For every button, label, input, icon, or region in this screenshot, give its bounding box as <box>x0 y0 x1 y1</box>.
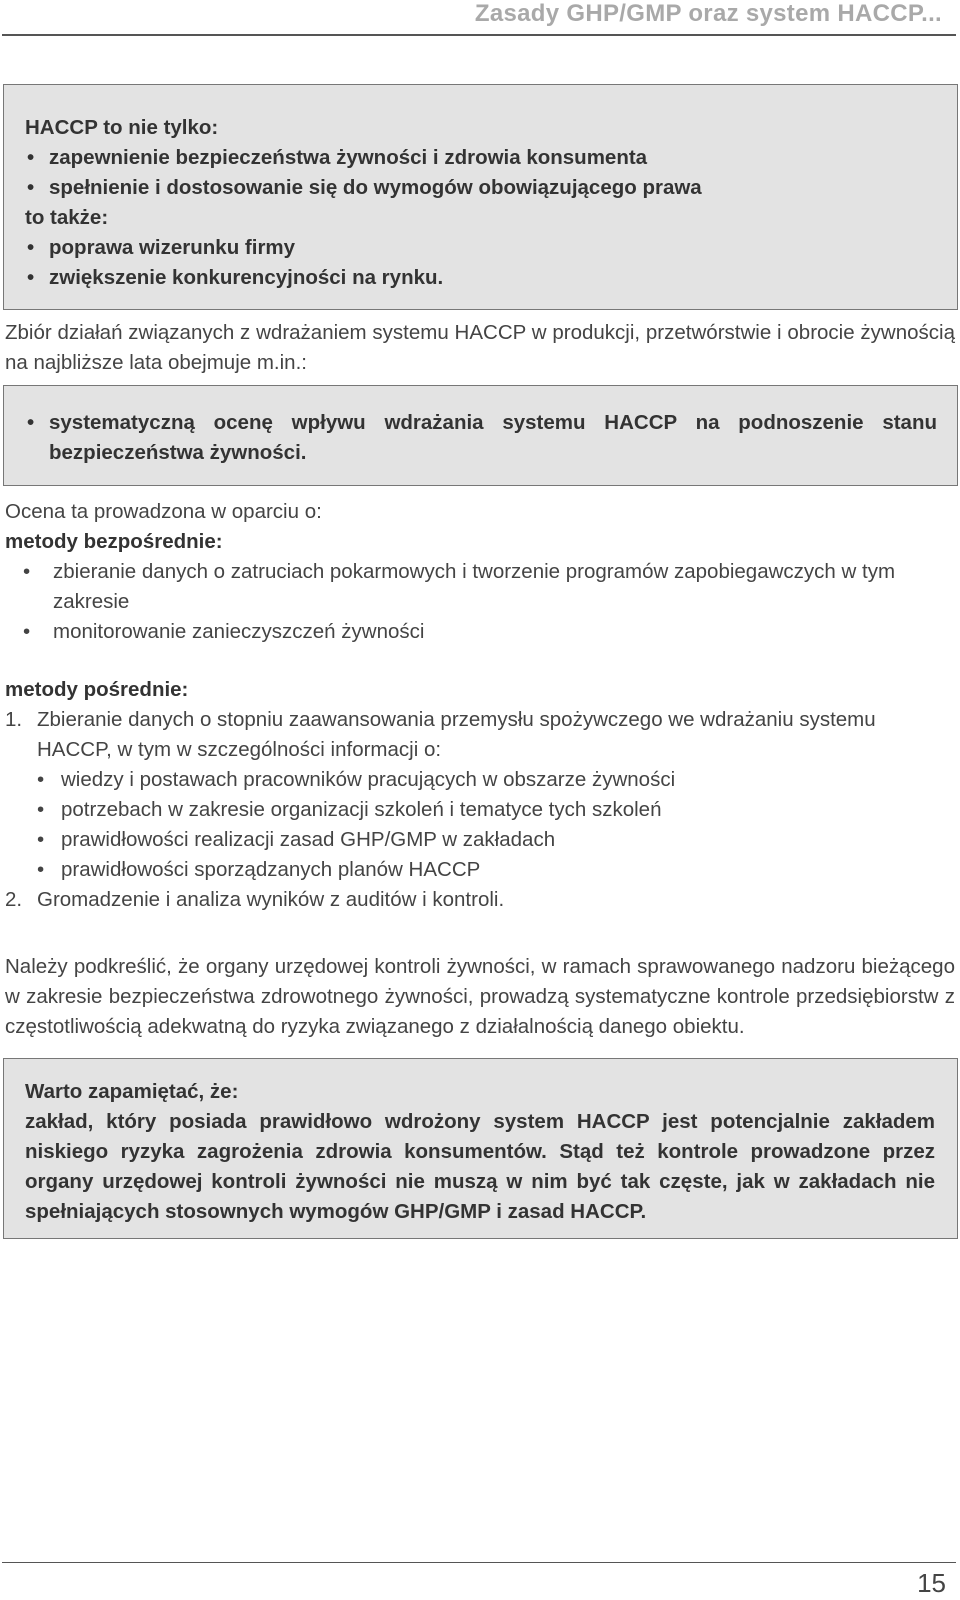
list-item: • spełnienie i dostosowanie się do wymogów obowiązującego prawa <box>25 173 937 203</box>
bullet-icon: • <box>27 266 35 289</box>
bullet-icon: • <box>27 176 35 199</box>
list-item: • zbieranie danych o zatruciach pokarmowych i tworzenie programów zapobiegawczych w tym zakresie <box>5 557 955 617</box>
item-number: 2. <box>5 888 23 911</box>
intro-paragraph: Zbiór działań związanych z wdrażaniem systemu HACCP w produkcji, przetwórstwie i obrocie żywnością na najbliższe lata obejmuje m.in.: <box>5 321 955 374</box>
list-item: • poprawa wizerunku firmy <box>25 233 937 263</box>
list-item: • potrzebach w zakresie organizacji szkoleń i tematyce tych szkoleń <box>5 795 955 825</box>
item-number: 1. <box>5 708 23 731</box>
bullet-icon: • <box>27 146 35 169</box>
haccp-benefits-box <box>3 84 958 310</box>
list-item: • wiedzy i postawach pracowników pracujących w obszarze żywności <box>5 765 955 795</box>
bullet-icon: • <box>37 798 45 821</box>
header-divider <box>2 34 956 36</box>
direct-methods-heading: metody bezpośrednie: <box>5 530 223 553</box>
list-item: • prawidłowości sporządzanych planów HACCP <box>5 855 955 885</box>
assessment-lead: Ocena ta prowadzona w oparciu o: <box>5 500 322 523</box>
assessment-section <box>5 497 955 915</box>
assessment-box <box>3 385 958 486</box>
box-text: zakład, który posiada prawidłowo wdrożony system HACCP jest potencjalnie zakładem niskiego ryzyka zagrożenia zdrowia konsumentów. Stąd też kontrole prowadzone przez organy urzędowej kontroli żywności nie muszą w nim być tak częste, jak w zakładach nie spełniających stosownych wymogów GHP/GMP i zasad HACCP. <box>25 1110 935 1223</box>
bullet-icon: • <box>37 768 45 791</box>
bullet-icon: • <box>27 236 35 259</box>
list-item: • monitorowanie zanieczyszczeń żywności <box>5 617 955 647</box>
running-header-title: Zasady GHP/GMP oraz system HACCP... <box>474 0 942 27</box>
indirect-methods-heading: metody pośrednie: <box>5 678 189 701</box>
bullet-icon: • <box>37 828 45 851</box>
list-item: • prawidłowości realizacji zasad GHP/GMP w zakładach <box>5 825 955 855</box>
bullet-icon: • <box>23 560 31 583</box>
remember-box <box>3 1058 958 1239</box>
box-subheading: to także: <box>25 206 109 229</box>
list-item: • systematyczną ocenę wpływu wdrażania systemu HACCP na podnoszenie stanu bezpieczeństwa żywności. <box>25 408 937 468</box>
list-item: • zwiększenie konkurencyjności na rynku. <box>25 263 937 293</box>
box-heading: Warto zapamiętać, że: <box>25 1080 239 1103</box>
numbered-item: 2. Gromadzenie i analiza wyników z auditów i kontroli. <box>5 885 955 915</box>
box-heading: HACCP to nie tylko: <box>25 116 219 139</box>
bullet-icon: • <box>23 620 31 643</box>
footer-divider <box>2 1562 956 1563</box>
bullet-icon: • <box>37 858 45 881</box>
page-number: 15 <box>917 1568 946 1598</box>
numbered-item: 1. Zbieranie danych o stopniu zaawansowania przemysłu spożywczego we wdrażaniu systemu HACCP, w tym w szczególności informacji o: <box>5 705 955 765</box>
list-item: • zapewnienie bezpieczeństwa żywności i zdrowia konsumenta <box>25 143 937 173</box>
note-paragraph: Należy podkreślić, że organy urzędowej kontroli żywności, w ramach sprawowanego nadzoru bieżącego w zakresie bezpieczeństwa zdrowotnego żywności, prowadzą systematyczne kontrole przedsiębiorstw z częstotliwością adekwatną do ryzyka związanego z działalnością danego obiektu. <box>5 955 955 1038</box>
bullet-icon: • <box>27 411 35 434</box>
